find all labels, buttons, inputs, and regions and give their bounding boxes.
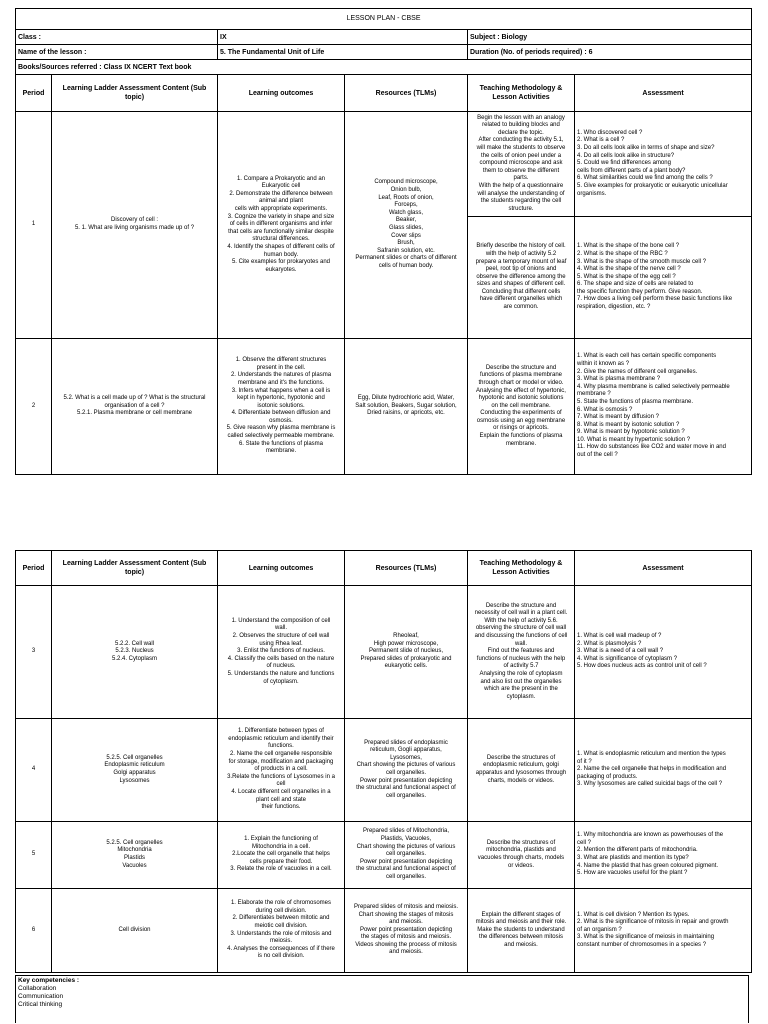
period-cell: 2: [16, 339, 52, 475]
cell-line: 1. Who discovered cell ?: [577, 129, 643, 136]
cell-line: the stages of mitosis and meiosis.: [360, 934, 452, 941]
cell-line: the students regarding the cell: [480, 198, 562, 205]
cell-line: Eukaryotic cell: [261, 183, 301, 190]
cell-line: 5. 1. What are living organisms made up of ?: [74, 225, 195, 231]
cell-line: Dried raisins, or apricots, etc.: [367, 410, 445, 417]
methodology-cell: [468, 719, 575, 822]
lesson-value: 5. The Fundamental Unit of Life: [218, 45, 468, 60]
cell-line: Describe the structure and: [485, 602, 557, 609]
cell-line: or risings or apricots.: [493, 425, 549, 432]
cell-line: during cell division.: [255, 907, 307, 914]
assessment-cell: [575, 719, 752, 822]
cell-line: 2. What is the significance of mitosis in repair and growth: [577, 919, 729, 926]
methodology-cell: [468, 112, 575, 217]
cell-line: Discovery of cell :: [110, 217, 158, 224]
assessment-cell: [575, 822, 752, 889]
cell-line: Endoplasmic reticulum: [104, 762, 165, 769]
cell-line: eukaryotes.: [265, 266, 297, 273]
cell-line: Lysosomes: [119, 777, 150, 784]
cell-line: 4. Analyses the consequences of if there: [227, 945, 335, 952]
cell-line: Vacuoles: [122, 862, 147, 869]
cell-line: plant cell and state: [255, 796, 307, 803]
cell-line: 3. Infers what happens when a cell is: [231, 387, 331, 394]
cell-line: Analysing the effect of hypertonic,: [476, 387, 566, 394]
cell-line: Describe the structures of: [486, 754, 556, 761]
header-content: Learning Ladder Assessment Content (Sub topic): [52, 551, 218, 586]
duration: Duration (No. of periods required) : 6: [468, 45, 752, 60]
cell-line: 3. What is the significance of meiosis in maintaining: [577, 934, 715, 941]
cell-line: 1. Why mitochondria are known as powerhouses of the: [577, 832, 724, 839]
cell-line: called selectively permeable membrane.: [227, 433, 335, 440]
cell-line: and meiosis.: [504, 941, 538, 948]
cell-line: 3. Understands the role of mitosis and: [230, 930, 332, 937]
header-assessment: Assessment: [575, 551, 752, 586]
cell-line: parts.: [513, 175, 529, 182]
cell-line: Begin the lesson with an analogy: [477, 114, 565, 121]
cell-line: cell ?: [577, 839, 592, 846]
cell-line: necessity of cell wall in a plant cell.: [474, 610, 568, 617]
cell-line: Power point presentation depicting: [359, 926, 453, 933]
books-referred: Books/Sources referred : Class IX NCERT Text book: [16, 60, 752, 75]
cell-line: Briefly describe the history of cell.: [476, 243, 566, 250]
cell-line: 4. What is significance of cytoplasm ?: [577, 655, 678, 662]
cell-line: cells with appropriate experiments.: [234, 206, 328, 213]
cell-line: 5.2.1. Plasma membrane or cell membrane: [76, 410, 193, 417]
cell-line: packaging of products.: [577, 773, 638, 780]
cell-line: and discussing the functions of cell: [474, 633, 568, 640]
cell-line: using Rhea leaf.: [259, 640, 303, 647]
cell-line: structural differences.: [252, 236, 310, 243]
cell-line: 3. Do all cells look alike in terms of shape and size?: [577, 145, 715, 152]
cell-line: will analyse the understanding of: [477, 190, 565, 197]
cell-line: 2. Name the cell organelle responsible: [229, 751, 333, 758]
cell-line: cells from different parts of a plant body?: [577, 167, 686, 174]
cell-line: Lysosomes,: [390, 754, 422, 761]
cell-line: 7. How does a living cell perform these basic functions like: [577, 296, 733, 303]
cell-line: 3. What is the shape of the smooth muscle cell ?: [577, 258, 707, 265]
content-cell: [52, 719, 218, 822]
cell-line: cell organelles.: [385, 851, 427, 858]
cell-line: 1. Differentiate between types of: [238, 728, 324, 735]
cell-line: apparatus and lysosomes through: [475, 770, 567, 776]
cell-line: charts, models or videos.: [487, 777, 555, 784]
period-cell: 3: [16, 586, 52, 719]
cell-line: Conducting the experiments of: [480, 410, 562, 417]
cell-line: cell organelles.: [385, 792, 427, 799]
cell-line: Safranin solution, etc.: [377, 247, 435, 254]
cell-line: organisms.: [577, 190, 607, 197]
cell-line: Brush,: [397, 240, 415, 247]
cell-line: have different organelles which: [479, 296, 563, 303]
assessment-cell: [575, 339, 752, 475]
cell-line: 5. How are vacuoles useful for the plant ?: [577, 870, 688, 877]
key-competencies: [15, 975, 749, 1023]
key-competencies-title: Key competencies :: [18, 977, 80, 984]
cell-line: kept in hypertonic, hypotonic and: [237, 395, 325, 402]
cell-line: constant number of chromosomes in a species ?: [577, 941, 707, 948]
cell-line: animal and plant: [258, 198, 304, 205]
cell-line: endoplasmic reticulum, golgi: [483, 762, 559, 769]
resources-cell: [345, 822, 468, 889]
cell-line: Permanent slide of nucleus,: [368, 648, 444, 655]
cell-line: 4. Classify the cells based on the nature: [227, 655, 335, 662]
cell-line: 1. Explain the functioning of: [244, 836, 318, 843]
cell-line: 4. Differentiate between diffusion and: [231, 410, 331, 417]
cell-line: 2. Mention the different parts of mitochondria.: [577, 847, 698, 854]
cell-line: 5. Could we find differences among: [577, 160, 671, 167]
cell-line: 3. Relate the role of vacuoles in a cell.: [230, 866, 332, 873]
cell-line: the cells of onion peel under a: [480, 152, 562, 159]
cell-line: with the help of activity 5.2: [485, 250, 557, 257]
cell-line: structure.: [508, 205, 534, 212]
cell-line: membrane and it's the functions.: [237, 379, 325, 386]
cell-line: 2. Give the names of different cell organelles.: [577, 368, 698, 375]
cell-line: 3. What is a need of a cell wall ?: [577, 648, 664, 655]
cell-line: Cover slips: [391, 232, 421, 239]
cell-line: Plastids, Vacuoles,: [380, 836, 432, 843]
resources-cell: [345, 719, 468, 822]
cell-line: that cells are functionally similar despite: [228, 228, 334, 235]
header-assessment: Assessment: [575, 75, 752, 112]
cell-line: cell organelles.: [385, 873, 427, 880]
cell-line: Leaf, Roots of onion,: [378, 194, 434, 201]
cell-line: 4. Do all cells look alike in structure?: [577, 152, 675, 159]
cell-line: and meiosis.: [389, 919, 423, 926]
resources-cell: [345, 889, 468, 973]
methodology-cell: [468, 217, 575, 339]
cell-line: meiotic cell division.: [254, 922, 308, 929]
cell-line: Cell division: [118, 926, 151, 933]
cell-line: osmosis.: [269, 417, 293, 424]
cell-line: membrane ?: [577, 391, 611, 398]
outcomes-cell: [218, 112, 345, 339]
cell-line: High power microscope,: [373, 640, 439, 647]
cell-line: 5. Give examples for prokaryotic or eukaryotic unicellular: [577, 182, 728, 189]
cell-line: 10. What is meant by hypertonic solution ?: [577, 436, 691, 443]
lesson-plan-table-page-2: [15, 550, 752, 973]
cell-line: 1. What is cell wall madeup of ?: [577, 633, 662, 640]
cell-line: 2.Locate the cell organelle that helps: [232, 851, 330, 858]
cell-line: 3. What is plasma membrane ?: [577, 376, 661, 383]
cell-line: organisation of a cell ?: [104, 402, 165, 409]
cell-line: cell: [276, 781, 286, 788]
cell-line: cells of human body.: [378, 262, 434, 269]
cell-line: 1. What is endoplasmic reticulum and mention the types: [577, 751, 726, 758]
cell-line: 3.Relate the functions of Lysosomes in a: [227, 773, 335, 780]
cell-line: 9. What is meant by hypotonic solution ?: [577, 429, 685, 436]
cell-line: observe the difference among the: [476, 273, 566, 280]
cell-line: Prepared slides of Mitochondria,: [362, 828, 450, 835]
cell-line: Explain the functions of plasma: [479, 433, 563, 440]
cell-line: Prepared slides of prokaryotic and: [360, 655, 452, 662]
cell-line: them to observe the different: [482, 167, 560, 174]
assessment-cell: [575, 586, 752, 719]
cell-line: 2. Differentiates between mitotic and: [232, 915, 330, 922]
cell-line: 2. Understands the natures of plasma: [230, 372, 332, 379]
outcomes-cell: [218, 586, 345, 719]
cell-line: Concluding that different cells: [481, 288, 561, 295]
cell-line: 6. The shape and size of cells are related to: [577, 281, 694, 288]
outcomes-cell: [218, 719, 345, 822]
cell-line: 5. How does nucleus acts as control unit of cell ?: [577, 663, 707, 670]
cell-line: 4. Identify the shapes of different cells of: [227, 243, 335, 250]
cell-line: Describe the structures of: [486, 839, 556, 846]
outcomes-cell: [218, 889, 345, 973]
cell-line: Chart showing the pictures of various: [356, 762, 456, 769]
cell-line: are common.: [503, 304, 539, 311]
cell-line: functions.: [268, 743, 294, 750]
cell-line: Plastids: [123, 855, 145, 861]
cell-line: for storage, modification and packaging: [228, 758, 334, 765]
methodology-cell: [468, 586, 575, 719]
cell-line: Forceps,: [394, 202, 418, 209]
cell-line: Analysing the role of cytoplasm: [479, 670, 563, 677]
cell-line: cytoplasm.: [506, 693, 536, 700]
cell-line: 1. What is each cell has certain specific components: [577, 353, 717, 360]
cell-line: respiration, digestion, etc. ?: [577, 304, 651, 311]
cell-line: prepare a temporary mount of leaf: [475, 258, 567, 265]
content-cell: [52, 586, 218, 719]
cell-line: 2. Demonstrate the difference between: [229, 190, 333, 197]
cell-line: and also list out the organelles: [480, 678, 562, 685]
cell-line: With the help of a questionnaire: [478, 182, 564, 189]
cell-line: Power point presentation depicting: [359, 858, 453, 865]
content-cell: [52, 112, 218, 339]
cell-line: out of the cell ?: [577, 452, 618, 459]
cell-line: 5. Understands the nature and functions: [227, 670, 335, 677]
cell-line: 2. What is plasmolysis ?: [577, 640, 642, 647]
cell-line: vacuoles through charts, models: [477, 855, 565, 861]
cell-line: observing the structure of cell wall: [475, 625, 567, 632]
cell-line: of products in a cell.: [254, 766, 308, 773]
cell-line: Glass slides,: [388, 225, 423, 231]
cell-line: of cytoplasm.: [263, 678, 299, 685]
cell-line: of nucleus.: [266, 663, 296, 670]
cell-line: 1. What is cell division ? Mention its types.: [577, 911, 690, 918]
cell-line: Describe the structure and: [485, 364, 557, 371]
cell-line: of activity 5.7: [503, 663, 539, 670]
header-methodology: Teaching Methodology & Lesson Activities: [468, 551, 575, 586]
assessment-cell: [575, 112, 752, 217]
cell-line: the structural and functional aspect of: [356, 866, 456, 873]
outcomes-cell: [218, 339, 345, 475]
header-resources: Resources (TLMs): [345, 551, 468, 586]
subject: Subject : Biology: [468, 30, 752, 45]
assessment-cell: [575, 889, 752, 973]
cell-line: will make the students to observe: [476, 145, 566, 152]
cell-line: After conducting the activity 5.1,: [478, 137, 564, 144]
cell-line: osmosis using an egg membrane: [476, 417, 566, 424]
cell-line: 1. Observe the different structures: [235, 357, 327, 364]
content-cell: [52, 339, 218, 475]
content-cell: [52, 889, 218, 973]
cell-line: 3. What are plastids and mention its type?: [577, 855, 689, 861]
cell-line: Videos showing the process of mitosis: [355, 941, 457, 948]
lesson-label: Name of the lesson :: [16, 45, 218, 60]
cell-line: Beaker,: [395, 217, 417, 224]
cell-line: Prepared slides of mitosis and meiosis.: [353, 903, 459, 910]
header-period: Period: [16, 75, 52, 112]
lesson-plan-title: LESSON PLAN - CBSE: [16, 9, 752, 30]
cell-line: Golgi apparatus: [113, 770, 156, 776]
period-cell: 4: [16, 719, 52, 822]
cell-line: 1. Elaborate the role of chromosomes: [230, 900, 332, 907]
key-competency-item: Collaboration: [18, 985, 57, 992]
cell-line: Permanent slides or charts of different: [355, 255, 457, 262]
content-cell: [52, 822, 218, 889]
cell-line: 2. Observes the structure of cell wall: [232, 633, 330, 640]
cell-line: through chart or model or video.: [478, 379, 564, 386]
cell-line: 8. What is meant by isotonic solution ?: [577, 421, 680, 428]
cell-line: 6. What similarities could we find among the cells ?: [577, 175, 713, 182]
cell-line: related to building blocks and: [482, 122, 560, 129]
cell-line: Compound microscope,: [374, 179, 438, 186]
cell-line: 6. State the functions of plasma: [238, 440, 324, 447]
cell-line: meiosis.: [269, 938, 292, 945]
methodology-cell: [468, 339, 575, 475]
cell-line: mitosis and meiosis and their role.: [475, 919, 567, 926]
cell-line: is no cell division.: [257, 953, 305, 960]
cell-line: Onion bulb,: [390, 187, 422, 194]
cell-line: 1. Compare a Prokaryotic and an: [236, 175, 326, 182]
header-period: Period: [16, 551, 52, 586]
header-methodology: Teaching Methodology & Lesson Activities: [468, 75, 575, 112]
cell-line: reticulum, Gogli apparatus,: [370, 747, 442, 754]
cell-line: wall.: [274, 625, 287, 632]
cell-line: Make the students to understand: [477, 926, 565, 933]
cell-line: 5.2. What is a cell made up of ? What is the structural: [63, 395, 206, 402]
class-value: IX: [218, 30, 468, 45]
header-content: Learning Ladder Assessment Content (Sub topic): [52, 75, 218, 112]
cell-line: of it ?: [577, 758, 592, 765]
cell-line: Egg, Dilute hydrochloric acid, Water,: [357, 395, 455, 402]
period-cell: 6: [16, 889, 52, 973]
header-outcomes: Learning outcomes: [218, 75, 345, 112]
cell-line: Chart showing the stages of mitosis: [358, 911, 454, 918]
cell-line: Chart showing the pictures of various: [356, 843, 456, 850]
cell-line: or videos.: [507, 862, 534, 869]
cell-line: their functions.: [261, 804, 301, 811]
cell-line: 3. Enlist the functions of nucleus.: [237, 648, 325, 655]
cell-line: wall.: [514, 640, 527, 647]
cell-line: 3. Why lysosomes are called suicidal bags of the cell ?: [577, 781, 723, 788]
cell-line: Explain the different stages of: [481, 911, 561, 918]
cell-line: Rheoleaf,: [393, 633, 419, 640]
cell-line: 5.2.5. Cell organelles: [106, 754, 163, 761]
cell-line: 5. State the functions of plasma membrane.: [577, 398, 694, 405]
cell-line: Find out the features and: [487, 648, 555, 655]
cell-line: functions of plasma membrane: [479, 372, 563, 379]
cell-line: With the help of activity 5.6.: [484, 617, 558, 624]
cell-line: functions of nucleus with the help: [476, 655, 566, 662]
resources-cell: [345, 586, 468, 719]
cell-line: peel, root tip of onions and: [485, 266, 557, 273]
cell-line: of cells in different organisms and infer: [229, 221, 333, 228]
class-label: Class :: [16, 30, 218, 45]
lesson-plan-table-page-1: [15, 8, 752, 475]
cell-line: Mitochondria: [117, 847, 152, 854]
cell-line: 7. What is meant by diffusion ?: [577, 414, 659, 421]
methodology-cell: [468, 822, 575, 889]
cell-line: 1. Understand the composition of cell: [231, 617, 331, 624]
cell-line: the differences between mitosis: [479, 934, 563, 941]
cell-line: eukaryotic cells.: [384, 663, 428, 670]
cell-line: isotonic solutions.: [257, 402, 305, 409]
cell-line: compound microscope and ask: [479, 160, 563, 167]
cell-line: 5. Cite examples for prokaryotes and: [231, 259, 331, 266]
assessment-cell: [575, 217, 752, 339]
cell-line: within it known as ?: [577, 360, 630, 367]
resources-cell: [345, 339, 468, 475]
cell-line: the specific function they perform. Give reason.: [577, 288, 703, 295]
cell-line: Watch glass,: [388, 209, 424, 216]
methodology-cell: [468, 889, 575, 973]
cell-line: hypotonic and isotonic solutions: [478, 395, 564, 402]
cell-line: 2. Name the cell organelle that helps in modification and: [577, 766, 727, 773]
cell-line: the structural and functional aspect of: [356, 785, 456, 792]
cell-line: 2. What is a cell ?: [577, 137, 625, 144]
cell-line: 6. What is osmosis ?: [577, 406, 633, 413]
cell-line: Power point presentation depicting: [359, 777, 453, 784]
cell-line: cells prepare their food.: [249, 858, 313, 865]
cell-line: present in the cell.: [256, 364, 306, 371]
cell-line: 4. What is the shape of the nerve cell ?: [577, 266, 681, 273]
cell-line: endoplasmic reticulum and identify their: [228, 735, 334, 742]
cell-line: 5.2.4. Cytoplasm: [111, 655, 158, 662]
cell-line: 1. What is the shape of the bone cell ?: [577, 243, 680, 250]
cell-line: 4. Name the plastid that has green coloured pigment.: [577, 862, 719, 869]
cell-line: Salt solution, Beakers, Sugar solution,: [355, 402, 457, 409]
cell-line: Prepared slides of endoplasmic: [364, 739, 448, 746]
cell-line: sizes and shapes of different cell.: [476, 281, 566, 288]
cell-line: cell organelles.: [385, 770, 427, 776]
outcomes-cell: [218, 822, 345, 889]
key-competency-item: Communication: [18, 993, 64, 1000]
cell-line: 5. What is the shape of the egg cell ?: [577, 273, 676, 280]
header-resources: Resources (TLMs): [345, 75, 468, 112]
cell-line: mitochondria, plastids and: [486, 847, 556, 854]
cell-line: 5.2.5. Cell organelles: [106, 839, 163, 846]
cell-line: Mitochondria in a cell.: [251, 843, 311, 850]
cell-line: 3. Cognize the variety in shape and size: [227, 213, 335, 220]
cell-line: 4. Why plasma membrane is called selectively permeable: [577, 383, 730, 390]
cell-line: and meiosis.: [389, 949, 423, 956]
cell-line: 4. Locate different cell organelles in a: [231, 788, 331, 795]
period-cell: 5: [16, 822, 52, 889]
cell-line: membrane.: [505, 440, 537, 447]
cell-line: 5.2.2. Cell wall: [114, 640, 155, 647]
cell-line: 5. Give reason why plasma membrane is: [226, 425, 336, 432]
key-competency-item: Critical thinking: [18, 1001, 63, 1008]
header-outcomes: Learning outcomes: [218, 551, 345, 586]
cell-line: human body.: [263, 251, 299, 258]
cell-line: 5.2.3. Nucleus: [115, 648, 154, 655]
cell-line: on the cell membrane.: [491, 402, 551, 409]
cell-line: membrane.: [265, 448, 297, 455]
cell-line: declare the topic.: [498, 129, 544, 136]
resources-cell: [345, 112, 468, 339]
cell-line: of an organism ?: [577, 926, 622, 933]
cell-line: 2. What is the shape of the RBC ?: [577, 250, 668, 257]
cell-line: 11. How do substances like CO2 and water move in and: [577, 444, 726, 451]
cell-line: which are the present in the: [484, 686, 558, 693]
period-cell: 1: [16, 112, 52, 339]
